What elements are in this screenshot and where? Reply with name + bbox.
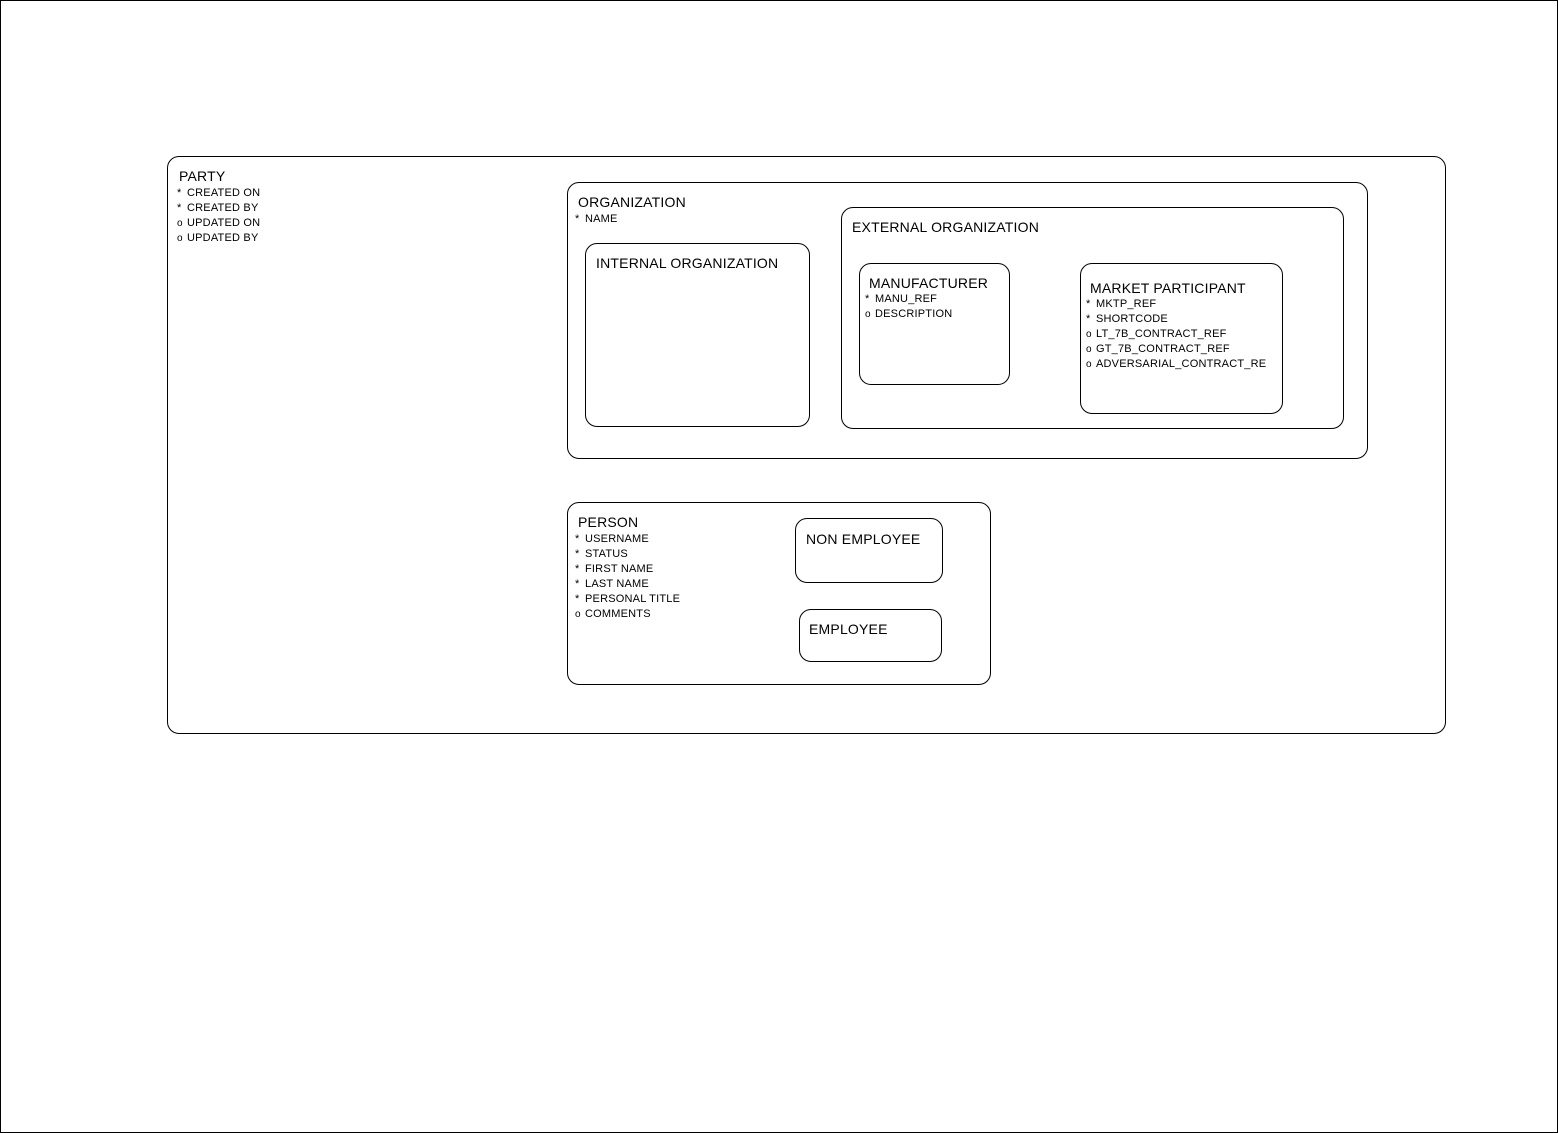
entity-party-title: PARTY: [179, 168, 226, 184]
attribute-name: LAST NAME: [585, 578, 649, 590]
attribute-name: UPDATED BY: [187, 232, 259, 244]
attribute-row: [575, 562, 680, 577]
entity-manufacturer-attributes: [865, 292, 952, 322]
attribute-mark: o: [177, 233, 183, 244]
entity-manufacturer-title: MANUFACTURER: [869, 275, 989, 291]
attribute-row: [1086, 357, 1266, 372]
attribute-row: [177, 186, 260, 201]
entity-organization-attributes: [575, 212, 618, 227]
entity-organization-title: ORGANIZATION: [578, 194, 686, 210]
entity-person-attributes: [575, 532, 680, 622]
entity-employee-title: EMPLOYEE: [809, 621, 888, 637]
attribute-name: GT_7B_CONTRACT_REF: [1096, 343, 1230, 355]
attribute-mark: *: [1086, 313, 1091, 325]
attribute-mark: *: [575, 533, 580, 545]
attribute-mark: *: [575, 213, 580, 225]
attribute-row: [575, 547, 680, 562]
attribute-row: [1086, 297, 1266, 312]
entity-non-employee-title: NON EMPLOYEE: [806, 531, 921, 547]
attribute-row: [1086, 327, 1266, 342]
attribute-mark: *: [1086, 298, 1091, 310]
entity-person-title: PERSON: [578, 514, 639, 530]
entity-non-employee[interactable]: [795, 518, 943, 583]
attribute-row: [1086, 312, 1266, 327]
attribute-name: FIRST NAME: [585, 563, 654, 575]
attribute-name: MKTP_REF: [1096, 298, 1157, 310]
attribute-name: ADVERSARIAL_CONTRACT_RE: [1096, 358, 1267, 370]
attribute-name: CREATED BY: [187, 202, 259, 214]
attribute-mark: *: [575, 593, 580, 605]
attribute-mark: *: [575, 578, 580, 590]
attribute-row: [575, 577, 680, 592]
attribute-mark: *: [177, 187, 182, 199]
attribute-row: [575, 532, 680, 547]
entity-external-organization-title: EXTERNAL ORGANIZATION: [852, 219, 1039, 235]
attribute-mark: *: [865, 293, 870, 305]
attribute-mark: *: [177, 202, 182, 214]
attribute-row: [575, 607, 680, 622]
attribute-row: [575, 592, 680, 607]
attribute-name: SHORTCODE: [1096, 313, 1168, 325]
entity-party-attributes: [177, 186, 260, 246]
entity-market-participant-title: MARKET PARTICIPANT: [1090, 280, 1246, 296]
attribute-name: DESCRIPTION: [875, 308, 953, 320]
attribute-row: [865, 292, 952, 307]
attribute-row: [177, 231, 260, 246]
attribute-mark: o: [575, 609, 581, 620]
attribute-name: PERSONAL TITLE: [585, 593, 681, 605]
attribute-row: [1086, 342, 1266, 357]
attribute-mark: o: [865, 309, 871, 320]
entity-market-participant-attributes: [1086, 297, 1266, 372]
attribute-name: MANU_REF: [875, 293, 938, 305]
attribute-name: COMMENTS: [585, 608, 651, 620]
attribute-row: [177, 216, 260, 231]
attribute-mark: *: [575, 548, 580, 560]
attribute-mark: *: [575, 563, 580, 575]
attribute-name: CREATED ON: [187, 187, 261, 199]
attribute-row: [177, 201, 260, 216]
attribute-mark: o: [1086, 329, 1092, 340]
attribute-mark: o: [177, 218, 183, 229]
attribute-mark: o: [1086, 344, 1092, 355]
attribute-name: LT_7B_CONTRACT_REF: [1096, 328, 1227, 340]
attribute-name: USERNAME: [585, 533, 649, 545]
attribute-name: STATUS: [585, 548, 628, 560]
attribute-row: [865, 307, 952, 322]
attribute-name: NAME: [585, 213, 618, 225]
attribute-mark: o: [1086, 359, 1092, 370]
attribute-row: [575, 212, 618, 227]
attribute-name: UPDATED ON: [187, 217, 261, 229]
entity-internal-organization-title: INTERNAL ORGANIZATION: [596, 255, 779, 271]
